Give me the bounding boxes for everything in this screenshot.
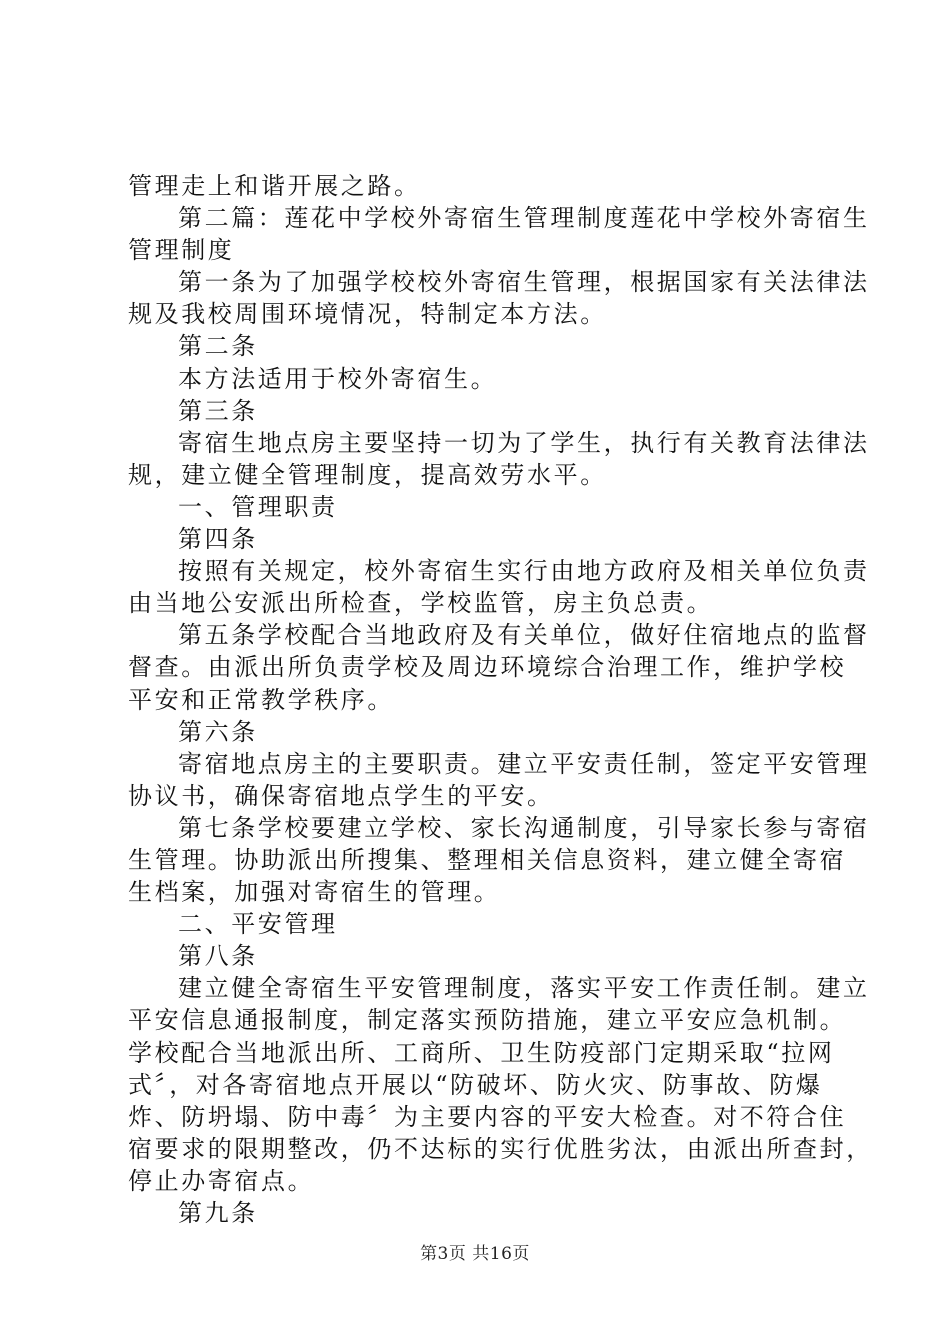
- text-line: 协议书，确保寄宿地点学生的平安。: [128, 781, 554, 810]
- text-line: 学校配合当地派出所、工商所、卫生防疫部门定期采取“拉网: [128, 1038, 835, 1067]
- text-line: 式〞，对各寄宿地点开展以“防破坏、防火灾、防事故、防爆: [128, 1070, 823, 1099]
- text-line: 管理走上和谐开展之路。: [128, 172, 421, 200]
- text-line: 第九条: [178, 1199, 258, 1227]
- text-line: 寄宿地点房主的主要职责。建立平安责任制，签定平安管理: [178, 749, 870, 778]
- text-line: 第七条学校要建立学校、家长沟通制度，引导家长参与寄宿: [178, 813, 870, 842]
- text-line: 炸、防坍塌、防中毒〞为主要内容的平安大检查。对不符合住: [128, 1102, 847, 1131]
- text-line: 第二条: [178, 332, 258, 361]
- text-line: 生管理。协助派出所搜集、整理相关信息资料，建立健全寄宿: [128, 845, 847, 874]
- text-line: 第一条为了加强学校校外寄宿生管理，根据国家有关法律法: [178, 268, 870, 297]
- text-line: 宿要求的限期整改，仍不达标的实行优胜劣汰，由派出所查封，: [128, 1134, 873, 1163]
- document-body: [128, 170, 873, 1229]
- text-line: 停止办寄宿点。: [128, 1166, 315, 1195]
- text-line: 第五条学校配合当地政府及有关单位，做好住宿地点的监督: [178, 621, 870, 650]
- text-line: 督查。由派出所负责学校及周边环境综合治理工作，维护学校: [128, 653, 847, 682]
- text-line: 管理制度: [128, 236, 235, 265]
- text-line: 第二篇：莲花中学校外寄宿生管理制度莲花中学校外寄宿生: [178, 204, 870, 233]
- text-line: 规及我校周围环境情况，特制定本方法。: [128, 300, 607, 329]
- text-line: 由当地公安派出所检查，学校监管，房主负总责。: [128, 589, 714, 618]
- text-line: 建立健全寄宿生平安管理制度，落实平安工作责任制。建立: [178, 974, 870, 1003]
- text-line: 平安信息通报制度，制定落实预防措施，建立平安应急机制。: [128, 1006, 847, 1035]
- text-line: 第四条: [178, 525, 258, 554]
- text-line: 第三条: [178, 396, 258, 425]
- text-line: 本方法适用于校外寄宿生。: [178, 364, 498, 393]
- text-line: 第八条: [178, 942, 258, 971]
- text-line: 寄宿生地点房主要坚持一切为了学生，执行有关教育法律法: [178, 428, 870, 457]
- text-line: 一、管理职责: [178, 492, 338, 521]
- text-line: 平安和正常教学秩序。: [128, 685, 394, 714]
- text-line: 第六条: [178, 717, 258, 746]
- text-line: 规，建立健全管理制度，提高效劳水平。: [128, 460, 607, 489]
- text-line: 生档案，加强对寄宿生的管理。: [128, 878, 501, 907]
- text-line: 二、平安管理: [178, 910, 338, 939]
- page-footer: 第3页 共16页: [420, 1244, 530, 1264]
- text-line: 按照有关规定，校外寄宿生实行由地方政府及相关单位负责: [178, 557, 870, 586]
